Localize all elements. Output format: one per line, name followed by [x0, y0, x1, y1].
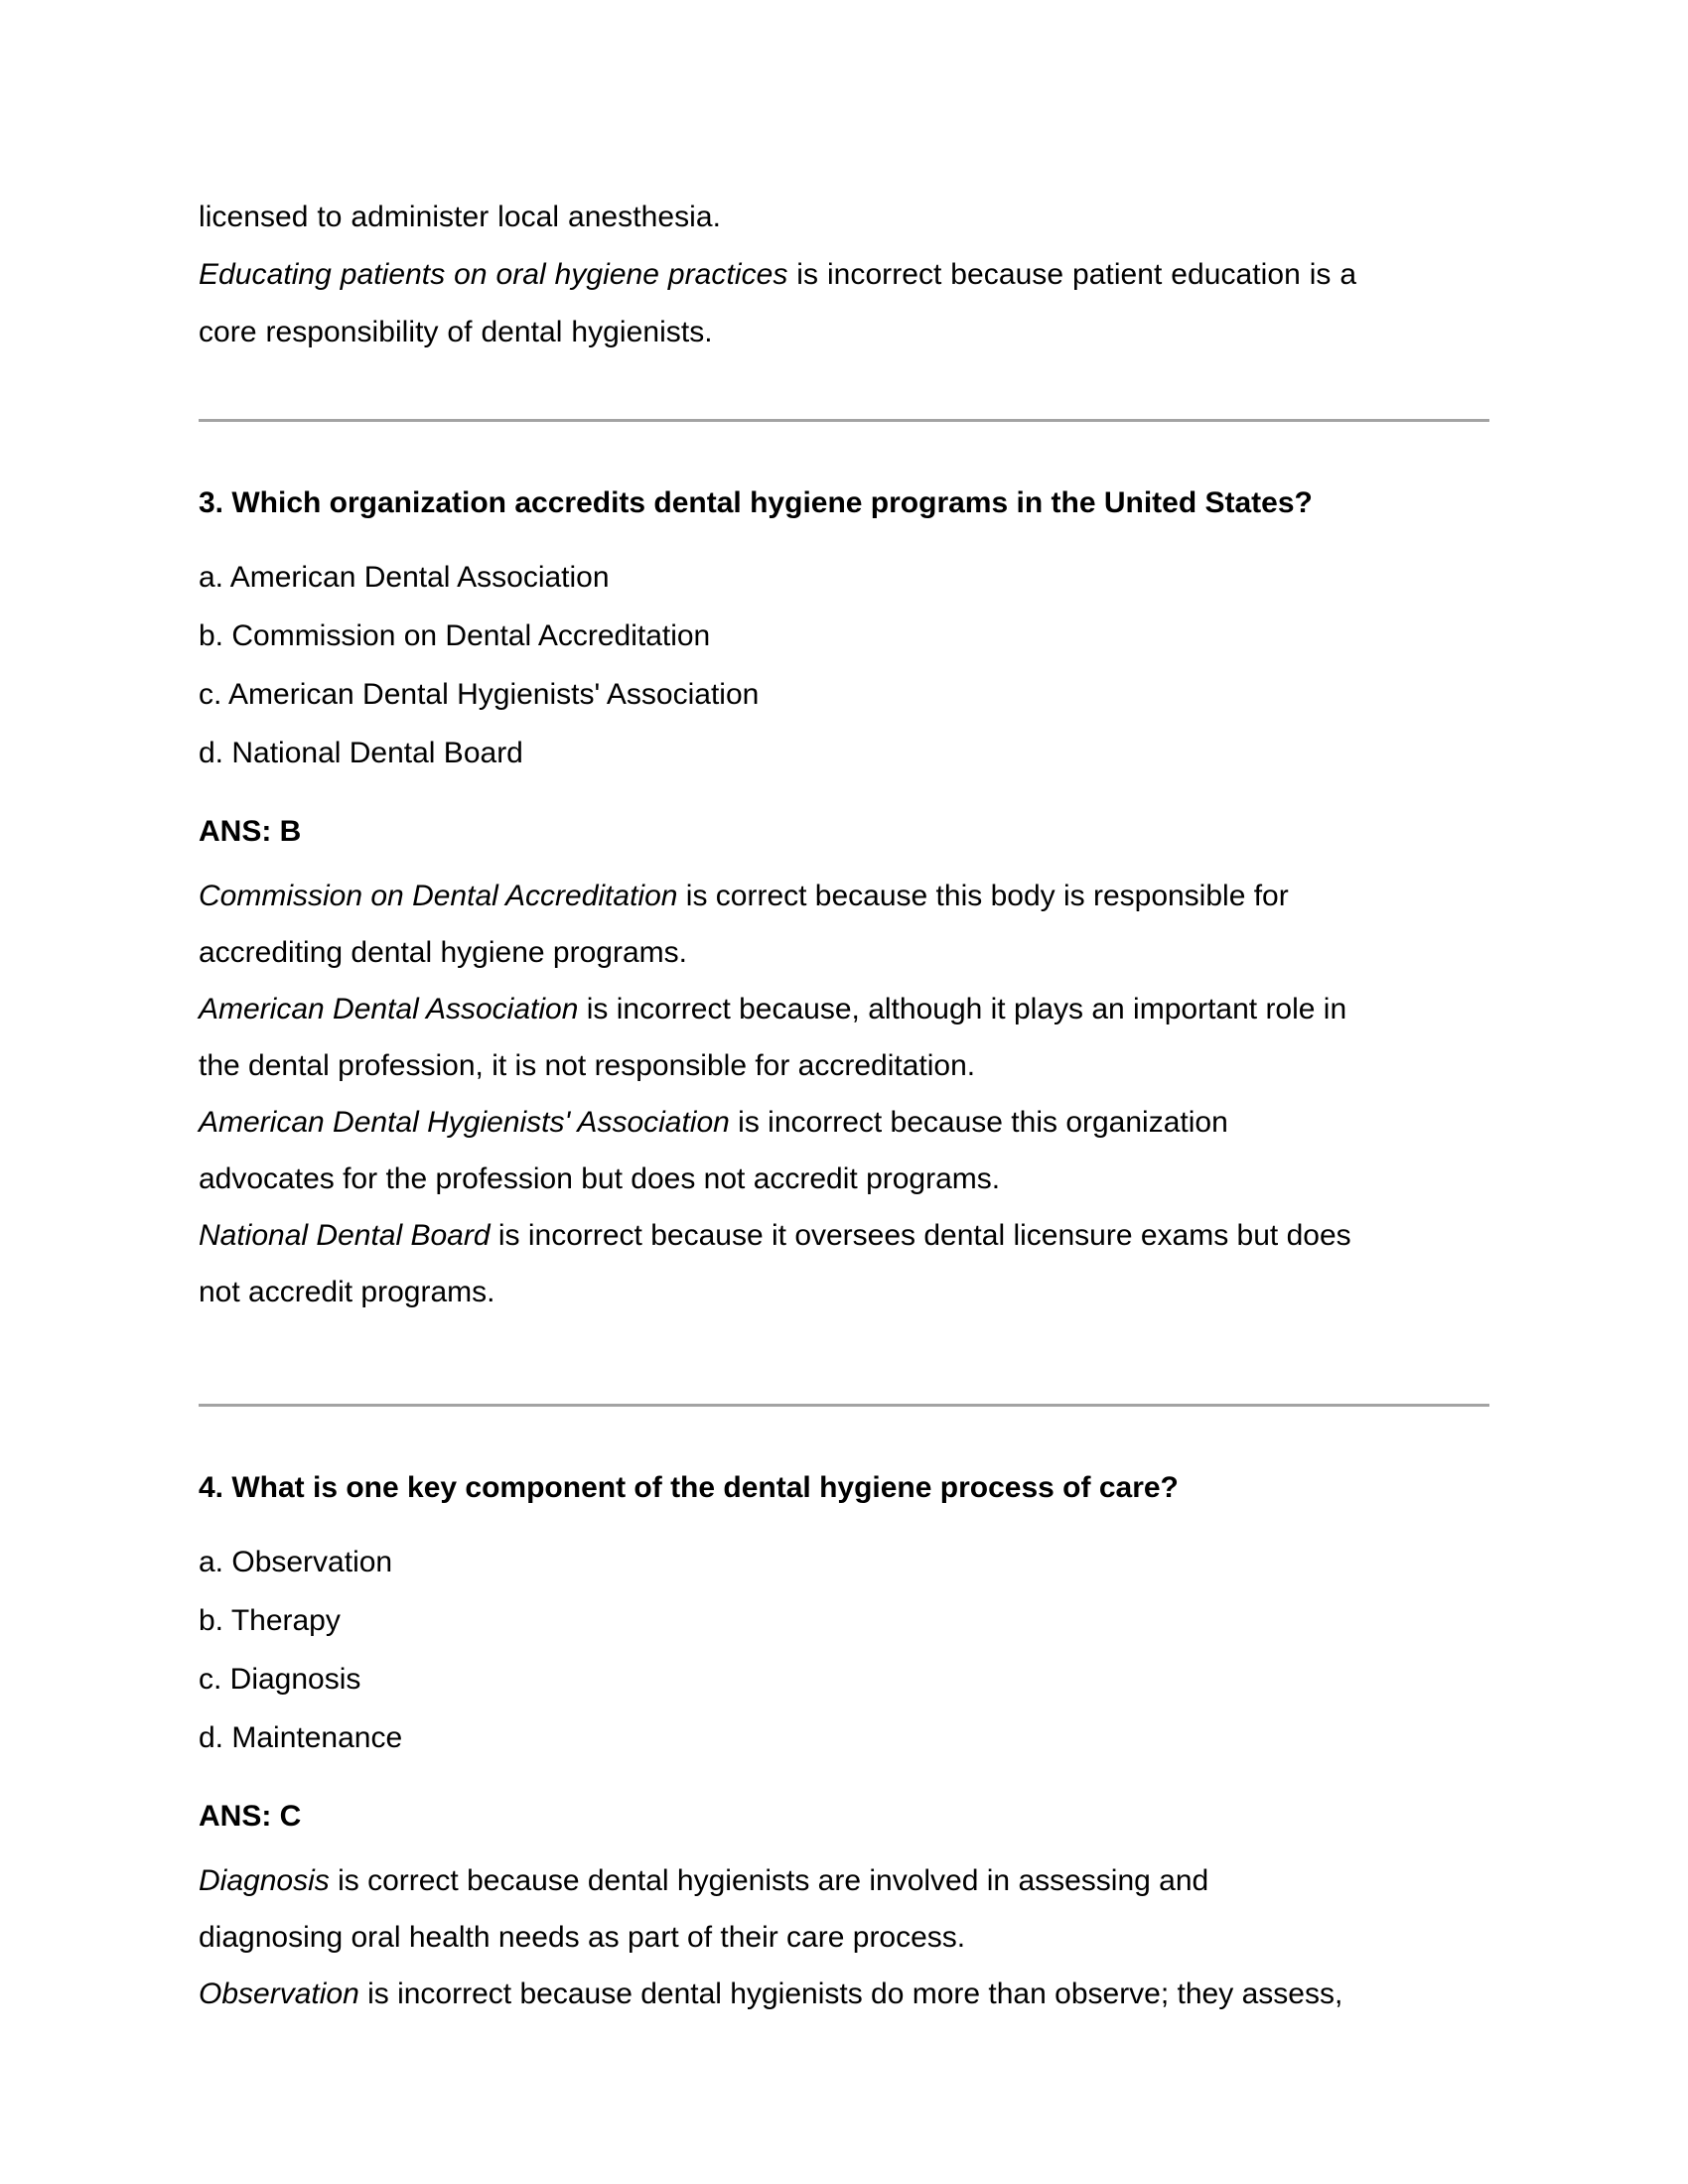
explanation-line	[199, 1909, 1489, 1966]
explanation-text: is correct because dental hygienists are involved in assessing and	[329, 1864, 1209, 1897]
explanation-block-3	[199, 852, 1489, 1320]
explanation-line	[199, 924, 1489, 981]
continued-line-1: licensed to administer local anesthesia.	[199, 201, 721, 233]
explanation-text: the dental profession, it is not responsible for accreditation.	[199, 1049, 976, 1082]
explanation-line	[199, 1151, 1489, 1207]
option-4-c[interactable]: c. Diagnosis	[199, 1663, 361, 1696]
explanation-text: not accredit programs.	[199, 1276, 495, 1308]
emphasis-term: Observation	[199, 1978, 359, 2010]
continued-line-2-rest: is incorrect because patient education is a	[787, 258, 1357, 291]
explanation-text: is incorrect because this organization	[729, 1106, 1228, 1139]
explanation-text: is incorrect because it oversees dental licensure exams but does	[490, 1219, 1351, 1252]
explanation-line	[199, 1094, 1489, 1151]
option-3-d[interactable]: d. National Dental Board	[199, 737, 523, 769]
explanation-text: diagnosing oral health needs as part of their care process.	[199, 1921, 966, 1954]
emphasis-term: American Dental Association	[199, 993, 579, 1025]
continued-paragraph	[199, 189, 1489, 361]
continued-line-3: core responsibility of dental hygienists.	[199, 316, 713, 348]
explanation-line	[199, 1037, 1489, 1094]
option-3-a[interactable]: a. American Dental Association	[199, 561, 610, 594]
question-heading-4: 4. What is one key component of the dental hygiene process of care?	[199, 1471, 1179, 1504]
options-list-4	[199, 1508, 1489, 1758]
continued-line-2	[199, 246, 1489, 304]
block-spacer	[199, 1320, 1489, 1346]
answer-label-4: ANS: C	[199, 1800, 302, 1833]
option-4-b[interactable]: b. Therapy	[199, 1604, 341, 1637]
emphasis-term: Diagnosis	[199, 1864, 330, 1897]
explanation-line	[199, 1852, 1489, 1909]
option-3-c[interactable]: c. American Dental Hygienists' Association	[199, 678, 760, 711]
option-3-b[interactable]: b. Commission on Dental Accreditation	[199, 619, 711, 652]
explanation-block-4	[199, 1837, 1489, 2022]
document-content-column	[199, 189, 1489, 2022]
emphasis-term: National Dental Board	[199, 1219, 491, 1252]
explanation-text: is correct because this body is responsible for	[677, 880, 1289, 912]
option-4-d[interactable]: d. Maintenance	[199, 1721, 403, 1754]
question-heading-3: 3. Which organization accredits dental hygiene programs in the United States?	[199, 486, 1313, 519]
question-block-3	[199, 422, 1489, 1320]
answer-label-3: ANS: B	[199, 815, 302, 848]
option-4-a[interactable]: a. Observation	[199, 1546, 393, 1578]
question-block-4	[199, 1407, 1489, 2022]
emphasis-term: Educating patients on oral hygiene practices	[199, 258, 788, 291]
explanation-line	[199, 1207, 1489, 1264]
emphasis-term: Commission on Dental Accreditation	[199, 880, 678, 912]
explanation-line	[199, 981, 1489, 1037]
emphasis-term: American Dental Hygienists' Association	[199, 1106, 730, 1139]
explanation-line	[199, 868, 1489, 924]
explanation-text: is incorrect because, although it plays an important role in	[578, 993, 1347, 1025]
explanation-line	[199, 1264, 1489, 1320]
explanation-line	[199, 1966, 1489, 2022]
explanation-text: accrediting dental hygiene programs.	[199, 936, 687, 969]
options-list-3	[199, 523, 1489, 773]
explanation-text: is incorrect because dental hygienists do more than observe; they assess,	[358, 1978, 1343, 2010]
explanation-text: advocates for the profession but does not accredit programs.	[199, 1162, 1001, 1195]
